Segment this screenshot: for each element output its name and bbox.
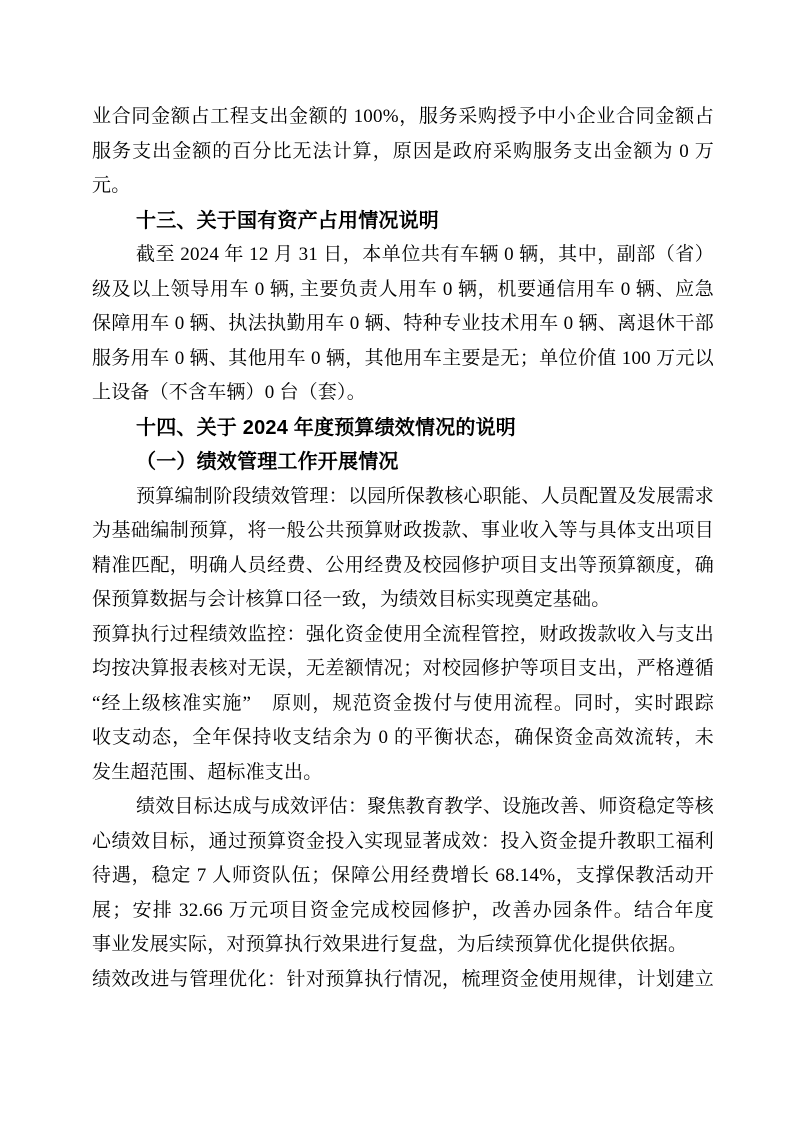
text-line: 绩效改进与管理优化：针对预算执行情况，梳理资金使用规律，计划建立 bbox=[92, 968, 714, 990]
text-line: 预算编制阶段绩效管理：以园所保教核心职能、人员配置及发展需求 bbox=[136, 485, 714, 507]
text-line: 发生超范围、超标准支出。 bbox=[92, 761, 323, 783]
section-heading: 十四、关于 2024 年度预算绩效情况的说明 bbox=[136, 416, 517, 439]
document-lines bbox=[92, 100, 714, 997]
text-line: 上设备（不含车辆）0 台（套）。 bbox=[92, 382, 366, 403]
text-line: 收支动态，全年保持收支结余为 0 的平衡状态，确保资金高效流转，未 bbox=[92, 727, 714, 748]
text-line: 心绩效目标，通过预算资金投入实现显著成效：投入资金提升教职工福利 bbox=[92, 830, 714, 852]
text-line: 精准匹配，明确人员经费、公用经费及校园修护项目支出等预算额度，确 bbox=[92, 554, 714, 576]
text-line: 待遇，稳定 7 人师资队伍；保障公用经费增长 68.14%，支撑保教活动开 bbox=[92, 865, 714, 886]
text-line: 均按决算报表核对无误，无差额情况；对校园修护等项目支出，严格遵循 bbox=[92, 658, 714, 679]
text-line: 元。 bbox=[92, 175, 131, 196]
text-line: 业合同金额占工程支出金额的 100%，服务采购授予中小企业合同金额占 bbox=[92, 106, 714, 127]
text-line: 预算执行过程绩效监控：强化资金使用全流程管控，财政拨款收入与支出 bbox=[92, 623, 714, 645]
text-line: 保预算数据与会计核算口径一致，为绩效目标实现奠定基础。 bbox=[92, 589, 611, 610]
text-line: 绩效目标达成与成效评估：聚焦教育教学、设施改善、师资稳定等核 bbox=[136, 796, 714, 817]
section-heading: 十三、关于国有资产占用情况说明 bbox=[136, 209, 439, 232]
text-line: 展；安排 32.66 万元项目资金完成校园修护，改善办园条件。结合年度 bbox=[92, 899, 714, 921]
text-line: 服务支出金额的百分比无法计算，原因是政府采购服务支出金额为 0 万 bbox=[92, 140, 714, 162]
text-line: 服务用车 0 辆、其他用车 0 辆，其他用车主要是无；单位价值 100 万元以 bbox=[92, 347, 714, 369]
text-line: 级及以上领导用车 0 辆, 主要负责人用车 0 辆，机要通信用车 0 辆、应急 bbox=[92, 278, 714, 300]
text-line: “经上级核准实施” 原则，规范资金拨付与使用流程。同时，实时跟踪 bbox=[92, 692, 714, 714]
section-heading: （一）绩效管理工作开展情况 bbox=[136, 451, 399, 473]
text-line: 保障用车 0 辆、执法执勤用车 0 辆、特种专业技术用车 0 辆、离退休干部 bbox=[92, 313, 714, 334]
text-line: 为基础编制预算，将一般公共预算财政拨款、事业收入等与具体支出项目 bbox=[92, 520, 714, 541]
text-line: 截至 2024 年 12 月 31 日，本单位共有车辆 0 辆，其中，副部（省） bbox=[136, 244, 714, 265]
text-line: 事业发展实际，对预算执行效果进行复盘，为后续预算优化提供依据。 bbox=[92, 934, 688, 955]
